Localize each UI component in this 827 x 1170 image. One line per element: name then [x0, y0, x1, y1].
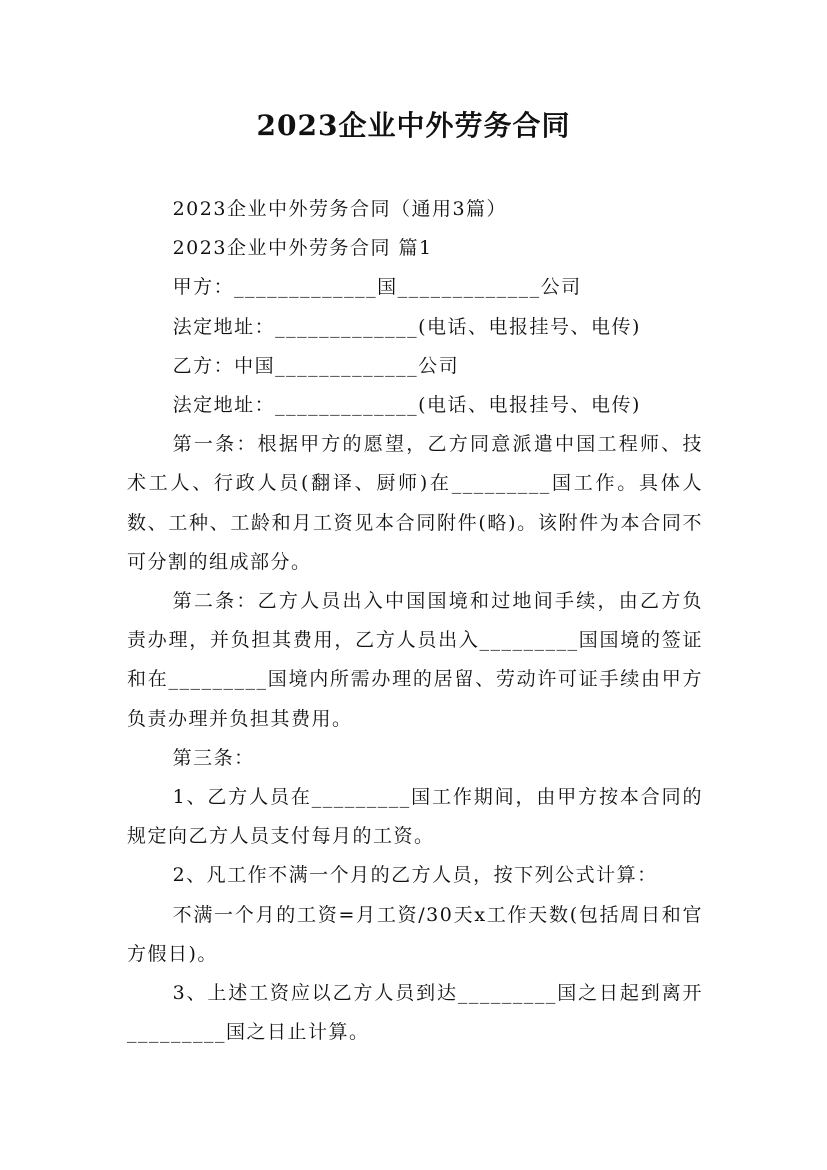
paragraph-party-a-address: 法定地址：_____________(电话、电报挂号、电传) [172, 315, 641, 338]
document-title: 2023企业中外劳务合同 [256, 109, 571, 142]
document-body [127, 190, 703, 1052]
paragraph-formula: 不满一个月的工资=月工资/30天x工作天数(包括周日和官方假日)。 [127, 903, 703, 965]
paragraph-party-b-address: 法定地址：_____________(电话、电报挂号、电传) [172, 394, 641, 417]
paragraph-article-2: 第二条：乙方人员出入中国国境和过地间手续，由乙方负责办理，并负担其费用，乙方人员出入_________国国境的签证和在_________国境内所需办理的居留、劳动许可证手续由甲方负责办理并负担其费用。 [127, 590, 703, 730]
paragraph-clause-1: 1、乙方人员在_________国工作期间，由甲方按本合同的规定向乙方人员支付每月的工资。 [127, 786, 703, 848]
paragraph-party-b: 乙方：中国_____________公司 [172, 354, 460, 377]
paragraph-subtitle: 2023企业中外劳务合同（通用3篇） [172, 198, 508, 220]
paragraph-article-1: 第一条：根据甲方的愿望，乙方同意派遣中国工程师、技术工人、行政人员(翻译、厨师)在_________国工作。具体人数、工种、工龄和月工资见本合同附件(略)。该附件为本合同不可分割的组成部分。 [127, 433, 703, 573]
paragraph-article-3: 第三条： [172, 746, 255, 769]
paragraph-heading: 2023企业中外劳务合同 篇1 [172, 237, 433, 260]
paragraph-party-a: 甲方：_____________国_____________公司 [172, 276, 582, 299]
paragraph-clause-3: 3、上述工资应以乙方人员到达_________国之日起到离开_________国之日止计算。 [127, 982, 703, 1044]
paragraph-clause-2: 2、凡工作不满一个月的乙方人员，按下列公式计算： [172, 864, 658, 887]
